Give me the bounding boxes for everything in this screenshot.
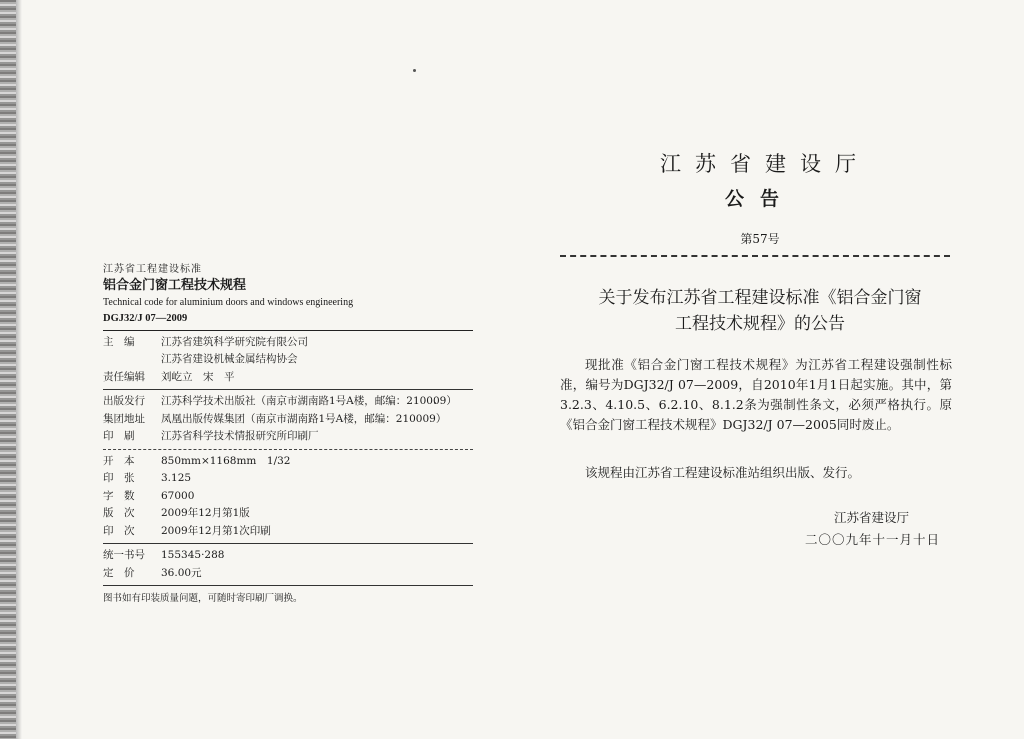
announcement-title-line2: 工程技术规程》的公告 — [675, 314, 845, 335]
editor-label: 主 编 — [103, 335, 135, 348]
isbn-value: 155345·288 — [161, 549, 225, 561]
spec-value: 2009年12月第1版 — [161, 507, 250, 519]
spec-label: 印 张 — [103, 472, 135, 484]
divider — [103, 543, 473, 544]
printer-value: 江苏省科学技术情报研究所印刷厂 — [161, 430, 319, 442]
book-title-cn: 铝合金门窗工程技术规程 — [103, 278, 247, 293]
notice-heading: 公告 — [724, 188, 795, 210]
spec-label: 字 数 — [103, 489, 135, 502]
spec-value: 67000 — [161, 489, 195, 502]
printer-label: 印 刷 — [103, 430, 135, 442]
editor-line2: 江苏省建设机械金属结构协会 — [161, 353, 298, 365]
editor-row — [103, 337, 473, 348]
spec-row — [103, 456, 473, 467]
book-title-en: Technical code for aluminium doors and windows engineering — [103, 297, 354, 308]
group-address-value: 凤凰出版传媒集团（南京市湖南路1号A楼，邮编：210009） — [161, 412, 447, 425]
announcement-title-line1: 关于发布江苏省工程建设标准《铝合金门窗 — [598, 288, 922, 308]
responsible-value: 刘屹立 宋 平 — [161, 370, 235, 383]
price-label: 定 价 — [103, 566, 135, 579]
responsible-editor-row — [103, 372, 473, 383]
scan-binding-edge — [0, 0, 16, 739]
divider — [103, 389, 473, 390]
spec-row — [103, 508, 473, 519]
signature: 江苏省建设厅 — [834, 510, 910, 525]
group-address-row — [103, 414, 473, 425]
series-name: 江苏省工程建设标准 — [103, 264, 202, 275]
spec-row — [103, 473, 473, 484]
signature-date: 二〇〇九年十一月十日 — [805, 532, 941, 547]
announcement-body-2: 该规程由江苏省工程建设标准站组织出版、发行。 — [585, 465, 861, 480]
standard-number: DGJ32/J 07—2009 — [103, 313, 188, 324]
price-value: 36.00元 — [161, 566, 202, 579]
spec-row — [103, 526, 473, 537]
imprint-page — [103, 265, 473, 604]
spec-value: 2009年12月第1次印刷 — [161, 524, 271, 537]
spec-label: 版 次 — [103, 507, 135, 519]
divider — [103, 330, 473, 331]
publisher-label: 出版发行 — [103, 395, 145, 407]
isbn-label: 统一书号 — [103, 549, 145, 561]
footnote: 图书如有印装质量问题，可随时寄印刷厂调换。 — [103, 593, 303, 604]
group-address-label: 集团地址 — [103, 412, 145, 425]
spec-value: 3.125 — [161, 472, 192, 484]
divider — [103, 585, 473, 586]
printer-row — [103, 431, 473, 442]
divider — [560, 255, 950, 257]
price-row — [103, 568, 473, 579]
editor-row-2 — [103, 354, 473, 365]
announcement-title — [560, 285, 960, 338]
announcement-body: 现批准《铝合金门窗工程技术规程》为江苏省工程建设强制性标准，编号为DGJ32/J 07—2009，自2010年1月1日起实施。其中，第3.2.3、4.10.5、6.2.10、8.1.2条为强制性条文，必须严格执行。原《铝合金门窗工程技术规程》DGJ32/J 07—2005同时废止。 — [560, 357, 952, 432]
publisher-row — [103, 396, 473, 407]
notice-number: 第57号 — [740, 232, 780, 246]
publisher-value: 江苏科学技术出版社（南京市湖南路1号A楼，邮编：210009） — [161, 395, 457, 407]
issuing-agency: 江苏省建设厅 — [660, 152, 870, 176]
scan-binding-shadow — [16, 0, 22, 739]
responsible-label: 责任编辑 — [103, 370, 145, 383]
divider — [103, 449, 473, 450]
spec-label: 开 本 — [103, 454, 135, 467]
spec-row — [103, 491, 473, 502]
spec-value: 850mm×1168mm 1/32 — [161, 454, 291, 467]
spec-label: 印 次 — [103, 524, 135, 537]
isbn-row — [103, 550, 473, 561]
scan-speck — [413, 69, 416, 72]
editor-line1: 江苏省建筑科学研究院有限公司 — [161, 335, 308, 348]
